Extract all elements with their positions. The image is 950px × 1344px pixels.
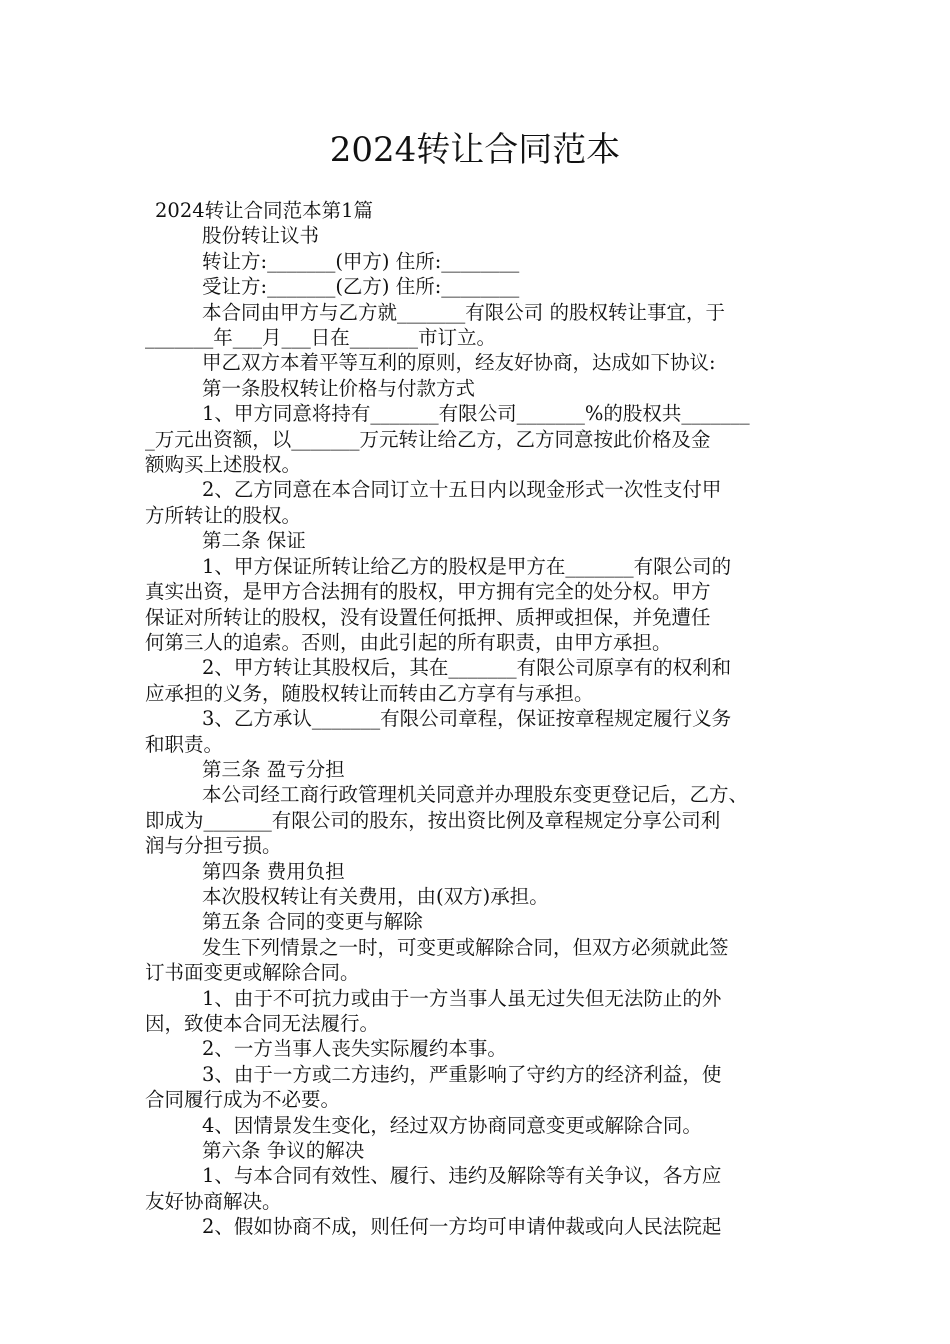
text-line: 何第三人的追索。否则，由此引起的所有职责，由甲方承担。: [145, 630, 672, 654]
document-title: 2024转让合同范本: [329, 130, 621, 170]
text-line: 第五条 合同的变更与解除: [202, 910, 423, 934]
text-line: 2024转让合同范本第1篇: [155, 199, 374, 222]
text-line: 友好协商解决。: [145, 1189, 282, 1213]
text-line: 合同履行成为不必要。: [145, 1088, 341, 1112]
text-line: 第六条 争议的解决: [202, 1139, 365, 1163]
text-line: _______年___月___日在_______市订立。: [145, 326, 497, 350]
text-line: 因，致使本合同无法履行。: [145, 1012, 380, 1035]
text-line: 方所转让的股权。: [145, 503, 302, 527]
text-line: 4、因情景发生变化，经过双方协商同意变更或解除合同。: [202, 1113, 702, 1137]
text-line: 甲乙双方本着平等互利的原则，经友好协商，达成如下协议:: [202, 351, 716, 375]
text-line: 本合同由甲方与乙方就_______有限公司 的股权转让事宜，于: [202, 300, 725, 324]
text-line: 2、乙方同意在本合同订立十五日内以现金形式一次性支付甲: [202, 478, 722, 502]
text-line: 和职责。: [145, 732, 224, 756]
text-line: 1、与本合同有效性、履行、违约及解除等有关争议，各方应: [202, 1164, 722, 1188]
text-line: 应承担的义务，随股权转让而转由乙方享有与承担。: [145, 681, 594, 705]
text-line: 即成为_______有限公司的股东，按出资比例及章程规定分享公司利: [145, 808, 721, 832]
text-line: 3、乙方承认_______有限公司章程，保证按章程规定履行义务: [202, 707, 732, 731]
text-line: 受让方:_______(乙方) 住所:________: [202, 275, 520, 299]
text-line: 股份转让议书: [202, 224, 320, 248]
text-line: 第四条 费用负担: [202, 859, 345, 883]
text-line: 2、甲方转让其股权后，其在_______有限公司原享有的权利和: [202, 656, 732, 680]
text-line: 真实出资，是甲方合法拥有的股权，甲方拥有完全的处分权。甲方: [145, 580, 711, 604]
text-line: 2、一方当事人丧失实际履约本事。: [202, 1037, 507, 1061]
text-line: 1、甲方同意将持有_______有限公司_______%的股权共_______: [202, 402, 750, 426]
text-line: 额购买上述股权。: [145, 453, 302, 477]
text-line: 订书面变更或解除合同。: [145, 961, 360, 985]
text-line: 本次股权转让有关费用，由(双方)承担。: [202, 884, 549, 908]
text-line: 润与分担亏损。: [145, 834, 282, 858]
text-line: 第二条 保证: [202, 529, 306, 553]
text-line: 1、由于不可抗力或由于一方当事人虽无过失但无法防止的外: [202, 986, 722, 1010]
text-line: _万元出资额，以_______万元转让给乙方，乙方同意按此价格及金: [145, 427, 711, 451]
text-line: 2、假如协商不成，则任何一方均可申请仲裁或向人民法院起: [202, 1215, 722, 1239]
text-line: 第一条股权转让价格与付款方式: [202, 376, 476, 400]
text-line: 1、甲方保证所转让给乙方的股权是甲方在_______有限公司的: [202, 554, 732, 578]
text-line: 保证对所转让的股权，没有设置任何抵押、质押或担保，并免遭任: [145, 605, 711, 629]
text-line: 本公司经工商行政管理机关同意并办理股东变更登记后，乙方、: [202, 783, 749, 807]
text-line: 转让方:_______(甲方) 住所:________: [202, 249, 520, 273]
document-body: [145, 198, 810, 1240]
text-line: 3、由于一方或二方违约，严重影响了守约方的经济利益，使: [202, 1062, 722, 1086]
text-line: 发生下列情景之一时，可变更或解除合同，但双方必须就此签: [202, 935, 729, 959]
text-line: 第三条 盈亏分担: [202, 757, 345, 781]
